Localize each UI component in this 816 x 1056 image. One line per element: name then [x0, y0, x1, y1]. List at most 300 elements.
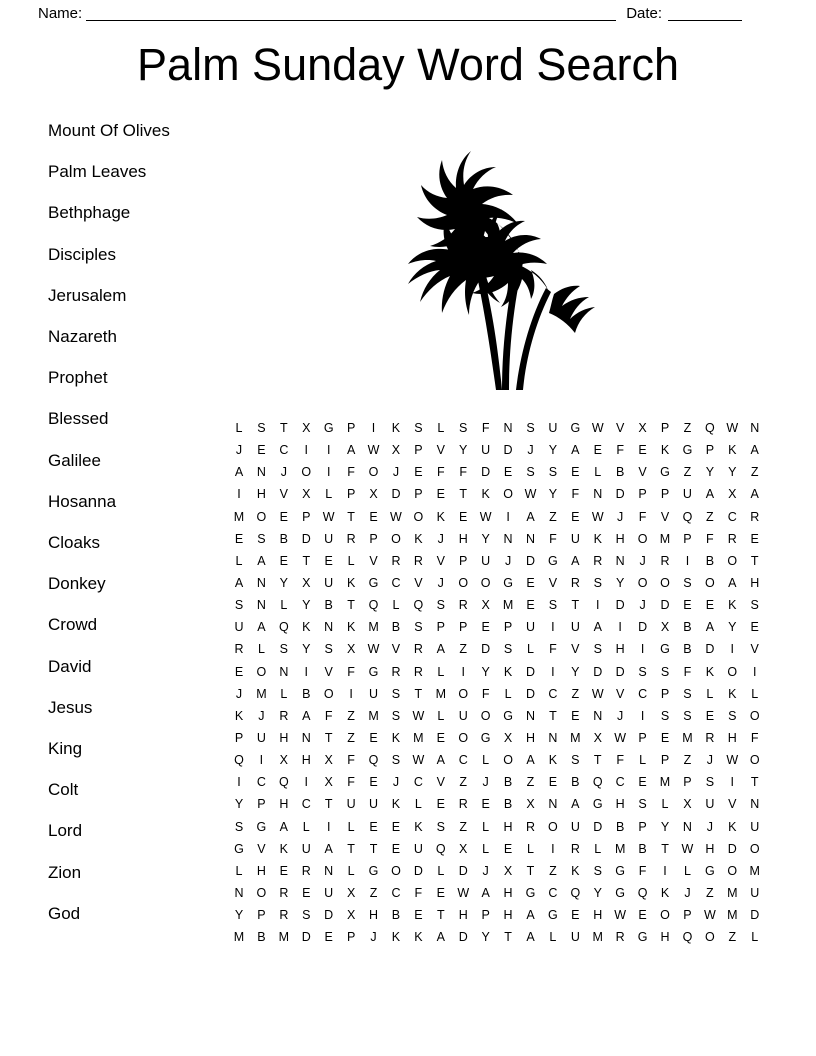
- grid-cell[interactable]: Y: [548, 443, 558, 458]
- grid-cell[interactable]: U: [458, 708, 468, 723]
- grid-cell[interactable]: B: [705, 553, 715, 568]
- grid-cell[interactable]: N: [279, 664, 289, 679]
- grid-cell[interactable]: A: [526, 930, 535, 945]
- grid-cell[interactable]: F: [347, 775, 355, 790]
- grid-cell[interactable]: E: [257, 443, 266, 458]
- grid-cell[interactable]: O: [323, 686, 334, 701]
- grid-cell[interactable]: P: [705, 443, 715, 458]
- grid-cell[interactable]: L: [437, 421, 445, 435]
- grid-cell[interactable]: C: [413, 775, 423, 790]
- grid-cell[interactable]: E: [526, 575, 535, 590]
- grid-cell[interactable]: L: [235, 863, 243, 878]
- grid-cell[interactable]: K: [705, 664, 715, 679]
- grid-cell[interactable]: S: [526, 421, 535, 435]
- grid-cell[interactable]: M: [749, 863, 760, 878]
- grid-cell[interactable]: E: [279, 553, 289, 568]
- grid-cell[interactable]: E: [436, 885, 445, 900]
- grid-cell[interactable]: E: [571, 509, 580, 524]
- grid-cell[interactable]: M: [256, 686, 267, 701]
- grid-cell[interactable]: D: [301, 930, 311, 945]
- grid-cell[interactable]: G: [480, 730, 491, 745]
- grid-cell[interactable]: A: [705, 487, 715, 502]
- grid-cell[interactable]: B: [279, 531, 289, 546]
- grid-cell[interactable]: K: [660, 885, 670, 900]
- grid-cell[interactable]: F: [549, 531, 557, 546]
- grid-cell[interactable]: E: [391, 819, 401, 834]
- grid-cell[interactable]: D: [525, 664, 535, 679]
- grid-cell[interactable]: D: [525, 686, 535, 701]
- grid-cell[interactable]: N: [324, 863, 334, 878]
- grid-cell[interactable]: F: [414, 885, 423, 900]
- grid-cell[interactable]: O: [660, 908, 670, 923]
- grid-cell[interactable]: E: [234, 664, 244, 679]
- grid-cell[interactable]: H: [705, 841, 715, 856]
- grid-cell[interactable]: T: [750, 775, 759, 790]
- grid-cell[interactable]: Q: [368, 753, 379, 768]
- grid-cell[interactable]: S: [324, 642, 333, 657]
- grid-cell[interactable]: F: [571, 487, 580, 502]
- grid-cell[interactable]: T: [661, 841, 669, 856]
- grid-cell[interactable]: Z: [459, 775, 468, 790]
- grid-cell[interactable]: S: [750, 598, 759, 613]
- grid-cell[interactable]: V: [436, 553, 445, 568]
- grid-cell[interactable]: X: [503, 730, 513, 745]
- grid-cell[interactable]: M: [727, 885, 738, 900]
- grid-cell[interactable]: Q: [368, 598, 379, 613]
- grid-cell[interactable]: P: [257, 908, 266, 923]
- grid-cell[interactable]: U: [570, 620, 580, 635]
- grid-cell[interactable]: W: [367, 443, 380, 458]
- grid-cell[interactable]: O: [458, 575, 469, 590]
- grid-cell[interactable]: K: [660, 443, 670, 458]
- grid-cell[interactable]: H: [279, 730, 289, 745]
- grid-cell[interactable]: S: [548, 465, 558, 480]
- grid-cell[interactable]: N: [682, 819, 692, 834]
- grid-cell[interactable]: G: [570, 421, 581, 435]
- grid-cell[interactable]: D: [324, 908, 334, 923]
- grid-cell[interactable]: Y: [459, 443, 468, 458]
- grid-cell[interactable]: F: [459, 465, 468, 480]
- grid-cell[interactable]: L: [347, 553, 355, 568]
- grid-cell[interactable]: N: [324, 620, 334, 635]
- grid-cell[interactable]: R: [705, 730, 715, 745]
- grid-cell[interactable]: M: [368, 620, 379, 635]
- grid-cell[interactable]: O: [368, 465, 379, 480]
- grid-cell[interactable]: B: [616, 819, 625, 834]
- grid-cell[interactable]: E: [571, 465, 580, 480]
- grid-cell[interactable]: X: [324, 753, 333, 768]
- grid-cell[interactable]: Q: [682, 509, 693, 524]
- grid-cell[interactable]: D: [660, 598, 670, 613]
- grid-cell[interactable]: W: [681, 841, 694, 856]
- grid-cell[interactable]: Z: [549, 509, 557, 524]
- grid-cell[interactable]: K: [391, 730, 401, 745]
- grid-cell[interactable]: K: [346, 575, 356, 590]
- grid-cell[interactable]: R: [570, 575, 580, 590]
- grid-cell[interactable]: R: [346, 531, 356, 546]
- grid-cell[interactable]: P: [481, 908, 490, 923]
- grid-cell[interactable]: I: [461, 664, 465, 679]
- grid-cell[interactable]: P: [234, 730, 244, 745]
- grid-cell[interactable]: D: [481, 465, 491, 480]
- grid-cell[interactable]: I: [685, 553, 690, 568]
- grid-cell[interactable]: O: [637, 531, 648, 546]
- grid-cell[interactable]: J: [706, 753, 713, 768]
- grid-cell[interactable]: V: [414, 575, 423, 590]
- grid-cell[interactable]: U: [682, 487, 692, 502]
- grid-cell[interactable]: E: [369, 509, 378, 524]
- grid-cell[interactable]: R: [279, 885, 289, 900]
- grid-cell[interactable]: V: [324, 664, 333, 679]
- grid-cell[interactable]: P: [459, 620, 468, 635]
- grid-cell[interactable]: A: [436, 753, 445, 768]
- grid-cell[interactable]: K: [728, 686, 737, 701]
- grid-cell[interactable]: E: [436, 797, 445, 812]
- grid-cell[interactable]: V: [257, 841, 266, 856]
- grid-cell[interactable]: G: [682, 443, 693, 458]
- grid-cell[interactable]: E: [593, 443, 602, 458]
- grid-cell[interactable]: I: [349, 686, 353, 701]
- grid-cell[interactable]: U: [324, 575, 334, 590]
- grid-cell[interactable]: F: [436, 465, 445, 480]
- grid-cell[interactable]: E: [503, 465, 513, 480]
- grid-cell[interactable]: Y: [481, 664, 490, 679]
- date-input-rule[interactable]: [668, 6, 742, 21]
- grid-cell[interactable]: S: [593, 575, 602, 590]
- grid-cell[interactable]: S: [593, 863, 602, 878]
- grid-cell[interactable]: G: [256, 819, 267, 834]
- grid-cell[interactable]: Z: [706, 885, 714, 900]
- grid-cell[interactable]: E: [324, 553, 333, 568]
- grid-cell[interactable]: J: [706, 819, 713, 834]
- grid-cell[interactable]: A: [436, 930, 445, 945]
- grid-cell[interactable]: H: [727, 730, 737, 745]
- grid-cell[interactable]: U: [256, 730, 266, 745]
- grid-cell[interactable]: U: [234, 620, 244, 635]
- grid-cell[interactable]: U: [481, 553, 491, 568]
- grid-cell[interactable]: E: [638, 908, 647, 923]
- grid-cell[interactable]: J: [258, 708, 265, 723]
- grid-cell[interactable]: I: [304, 443, 308, 458]
- grid-cell[interactable]: A: [705, 620, 715, 635]
- grid-cell[interactable]: V: [436, 443, 445, 458]
- grid-cell[interactable]: F: [638, 863, 647, 878]
- grid-cell[interactable]: H: [279, 797, 289, 812]
- grid-cell[interactable]: O: [704, 930, 715, 945]
- grid-cell[interactable]: D: [750, 908, 760, 923]
- grid-cell[interactable]: T: [324, 797, 333, 812]
- grid-cell[interactable]: J: [527, 443, 534, 458]
- grid-cell[interactable]: I: [551, 664, 555, 679]
- grid-cell[interactable]: A: [234, 575, 244, 590]
- grid-cell[interactable]: Y: [728, 465, 737, 480]
- grid-cell[interactable]: X: [593, 730, 602, 745]
- grid-cell[interactable]: L: [235, 553, 243, 568]
- grid-cell[interactable]: N: [503, 421, 513, 435]
- grid-cell[interactable]: I: [618, 620, 622, 635]
- grid-cell[interactable]: L: [706, 686, 714, 701]
- grid-cell[interactable]: K: [391, 930, 401, 945]
- grid-cell[interactable]: L: [482, 841, 490, 856]
- grid-cell[interactable]: Y: [234, 908, 244, 923]
- grid-cell[interactable]: K: [503, 664, 513, 679]
- grid-cell[interactable]: P: [638, 487, 647, 502]
- grid-cell[interactable]: M: [233, 509, 245, 524]
- grid-cell[interactable]: Q: [278, 620, 289, 635]
- grid-cell[interactable]: E: [548, 775, 558, 790]
- grid-cell[interactable]: G: [592, 797, 603, 812]
- grid-cell[interactable]: W: [726, 753, 739, 768]
- grid-cell[interactable]: E: [481, 797, 490, 812]
- grid-cell[interactable]: Q: [234, 753, 244, 768]
- grid-cell[interactable]: L: [347, 863, 355, 878]
- grid-cell[interactable]: W: [591, 421, 604, 435]
- grid-cell[interactable]: U: [324, 531, 334, 546]
- grid-cell[interactable]: L: [527, 841, 534, 856]
- grid-cell[interactable]: G: [323, 421, 334, 435]
- grid-cell[interactable]: Z: [571, 686, 580, 701]
- grid-cell[interactable]: T: [504, 930, 512, 945]
- grid-cell[interactable]: D: [525, 553, 535, 568]
- grid-cell[interactable]: W: [703, 908, 716, 923]
- grid-cell[interactable]: T: [459, 487, 468, 502]
- grid-cell[interactable]: W: [591, 509, 604, 524]
- grid-cell[interactable]: V: [369, 553, 378, 568]
- grid-cell[interactable]: P: [660, 753, 670, 768]
- grid-cell[interactable]: A: [526, 908, 535, 923]
- grid-cell[interactable]: C: [727, 509, 737, 524]
- grid-cell[interactable]: X: [302, 575, 311, 590]
- grid-cell[interactable]: N: [234, 885, 244, 900]
- grid-cell[interactable]: O: [749, 841, 760, 856]
- grid-cell[interactable]: T: [436, 908, 445, 923]
- grid-cell[interactable]: D: [615, 598, 625, 613]
- grid-cell[interactable]: H: [503, 885, 513, 900]
- grid-cell[interactable]: I: [551, 841, 555, 856]
- grid-cell[interactable]: E: [302, 885, 311, 900]
- grid-cell[interactable]: Q: [570, 885, 581, 900]
- grid-cell[interactable]: D: [638, 620, 648, 635]
- grid-cell[interactable]: W: [614, 730, 627, 745]
- grid-cell[interactable]: R: [413, 664, 423, 679]
- grid-cell[interactable]: B: [638, 841, 647, 856]
- grid-cell[interactable]: S: [548, 598, 558, 613]
- grid-cell[interactable]: D: [593, 664, 603, 679]
- grid-cell[interactable]: M: [413, 730, 424, 745]
- grid-cell[interactable]: L: [639, 753, 647, 768]
- grid-cell[interactable]: H: [256, 487, 266, 502]
- grid-cell[interactable]: N: [256, 598, 266, 613]
- grid-cell[interactable]: O: [548, 819, 558, 834]
- grid-cell[interactable]: S: [459, 421, 468, 435]
- grid-cell[interactable]: W: [726, 421, 739, 435]
- grid-cell[interactable]: E: [526, 598, 535, 613]
- grid-cell[interactable]: M: [435, 686, 446, 701]
- grid-cell[interactable]: O: [256, 664, 267, 679]
- grid-cell[interactable]: P: [346, 930, 356, 945]
- grid-cell[interactable]: S: [526, 465, 535, 480]
- grid-cell[interactable]: G: [548, 553, 558, 568]
- grid-cell[interactable]: S: [593, 642, 602, 657]
- grid-cell[interactable]: E: [750, 620, 759, 635]
- grid-cell[interactable]: Y: [302, 642, 311, 657]
- grid-cell[interactable]: L: [235, 421, 243, 435]
- grid-cell[interactable]: S: [683, 575, 692, 590]
- grid-cell[interactable]: C: [458, 753, 468, 768]
- grid-cell[interactable]: U: [346, 797, 356, 812]
- grid-cell[interactable]: B: [683, 620, 692, 635]
- grid-cell[interactable]: J: [639, 553, 646, 568]
- grid-cell[interactable]: A: [279, 819, 289, 834]
- grid-cell[interactable]: I: [506, 509, 510, 524]
- grid-cell[interactable]: F: [481, 686, 490, 701]
- grid-cell[interactable]: A: [571, 797, 580, 812]
- grid-cell[interactable]: F: [347, 664, 355, 679]
- grid-cell[interactable]: U: [570, 930, 580, 945]
- grid-cell[interactable]: L: [504, 686, 512, 701]
- grid-cell[interactable]: W: [479, 509, 492, 524]
- grid-cell[interactable]: F: [324, 708, 333, 723]
- grid-cell[interactable]: U: [570, 819, 580, 834]
- grid-cell[interactable]: X: [503, 863, 513, 878]
- grid-cell[interactable]: Q: [637, 885, 648, 900]
- grid-cell[interactable]: Y: [593, 885, 602, 900]
- grid-cell[interactable]: K: [571, 863, 580, 878]
- grid-cell[interactable]: X: [369, 487, 378, 502]
- grid-cell[interactable]: T: [593, 753, 602, 768]
- grid-cell[interactable]: Z: [347, 730, 355, 745]
- grid-cell[interactable]: Y: [302, 598, 311, 613]
- grid-cell[interactable]: A: [302, 708, 311, 723]
- grid-cell[interactable]: Y: [616, 575, 625, 590]
- grid-cell[interactable]: A: [571, 553, 580, 568]
- grid-cell[interactable]: M: [614, 841, 626, 856]
- grid-cell[interactable]: R: [593, 553, 603, 568]
- grid-cell[interactable]: S: [728, 708, 737, 723]
- grid-cell[interactable]: P: [660, 487, 670, 502]
- grid-cell[interactable]: X: [302, 487, 311, 502]
- grid-cell[interactable]: I: [237, 487, 241, 502]
- grid-cell[interactable]: S: [391, 686, 401, 701]
- grid-cell[interactable]: E: [481, 620, 490, 635]
- grid-cell[interactable]: C: [638, 686, 648, 701]
- grid-cell[interactable]: V: [638, 465, 647, 480]
- grid-cell[interactable]: E: [571, 708, 580, 723]
- grid-cell[interactable]: K: [481, 487, 490, 502]
- grid-cell[interactable]: K: [414, 819, 423, 834]
- grid-cell[interactable]: M: [682, 730, 693, 745]
- grid-cell[interactable]: N: [525, 531, 535, 546]
- grid-cell[interactable]: N: [615, 553, 625, 568]
- grid-cell[interactable]: Y: [481, 531, 490, 546]
- grid-cell[interactable]: W: [367, 642, 380, 657]
- grid-cell[interactable]: L: [437, 863, 445, 878]
- grid-cell[interactable]: Z: [683, 753, 692, 768]
- grid-cell[interactable]: X: [279, 753, 289, 768]
- grid-cell[interactable]: K: [436, 509, 445, 524]
- grid-cell[interactable]: W: [614, 908, 627, 923]
- grid-cell[interactable]: L: [482, 753, 490, 768]
- grid-cell[interactable]: J: [437, 531, 444, 546]
- grid-cell[interactable]: X: [346, 642, 356, 657]
- grid-cell[interactable]: C: [548, 885, 558, 900]
- grid-cell[interactable]: B: [683, 642, 692, 657]
- grid-cell[interactable]: K: [391, 421, 401, 435]
- grid-cell[interactable]: M: [659, 531, 671, 546]
- grid-cell[interactable]: P: [369, 531, 378, 546]
- grid-cell[interactable]: I: [259, 753, 264, 768]
- grid-cell[interactable]: A: [324, 841, 333, 856]
- grid-cell[interactable]: E: [660, 730, 670, 745]
- grid-cell[interactable]: R: [279, 708, 289, 723]
- grid-cell[interactable]: D: [301, 531, 311, 546]
- grid-cell[interactable]: V: [548, 575, 558, 590]
- grid-cell[interactable]: E: [369, 730, 378, 745]
- grid-cell[interactable]: Y: [571, 664, 580, 679]
- grid-cell[interactable]: N: [750, 421, 760, 435]
- grid-cell[interactable]: C: [301, 797, 311, 812]
- grid-cell[interactable]: I: [596, 598, 600, 613]
- grid-cell[interactable]: O: [458, 730, 469, 745]
- grid-cell[interactable]: Z: [526, 775, 535, 790]
- grid-cell[interactable]: L: [661, 797, 669, 812]
- grid-cell[interactable]: Q: [592, 775, 603, 790]
- grid-cell[interactable]: Z: [369, 885, 378, 900]
- grid-cell[interactable]: Q: [435, 841, 446, 856]
- grid-cell[interactable]: Z: [459, 642, 468, 657]
- grid-cell[interactable]: F: [638, 509, 647, 524]
- grid-cell[interactable]: R: [234, 642, 244, 657]
- grid-cell[interactable]: W: [412, 708, 425, 723]
- grid-cell[interactable]: V: [571, 642, 580, 657]
- grid-cell[interactable]: U: [324, 885, 334, 900]
- grid-cell[interactable]: A: [481, 885, 490, 900]
- grid-cell[interactable]: V: [616, 686, 625, 701]
- grid-cell[interactable]: D: [727, 841, 737, 856]
- grid-cell[interactable]: U: [301, 841, 311, 856]
- grid-cell[interactable]: E: [503, 841, 513, 856]
- grid-cell[interactable]: E: [414, 465, 423, 480]
- grid-cell[interactable]: L: [280, 686, 288, 701]
- grid-cell[interactable]: K: [302, 620, 311, 635]
- grid-cell[interactable]: Q: [413, 598, 424, 613]
- grid-cell[interactable]: Q: [278, 775, 289, 790]
- grid-cell[interactable]: H: [615, 531, 625, 546]
- grid-cell[interactable]: O: [391, 863, 401, 878]
- grid-cell[interactable]: P: [638, 730, 647, 745]
- grid-cell[interactable]: N: [593, 708, 603, 723]
- grid-cell[interactable]: T: [347, 598, 355, 613]
- grid-cell[interactable]: P: [503, 620, 513, 635]
- grid-cell[interactable]: T: [302, 553, 311, 568]
- grid-cell[interactable]: L: [257, 642, 265, 657]
- grid-cell[interactable]: U: [570, 531, 580, 546]
- grid-cell[interactable]: O: [749, 708, 760, 723]
- grid-cell[interactable]: D: [458, 930, 468, 945]
- grid-cell[interactable]: T: [750, 553, 759, 568]
- grid-cell[interactable]: P: [346, 487, 356, 502]
- grid-cell[interactable]: Z: [549, 863, 557, 878]
- grid-cell[interactable]: J: [280, 465, 287, 480]
- grid-cell[interactable]: H: [503, 819, 513, 834]
- grid-cell[interactable]: R: [391, 553, 401, 568]
- grid-cell[interactable]: O: [660, 575, 670, 590]
- grid-cell[interactable]: L: [527, 642, 534, 657]
- grid-cell[interactable]: T: [324, 730, 333, 745]
- grid-cell[interactable]: N: [256, 575, 266, 590]
- grid-cell[interactable]: K: [728, 443, 737, 458]
- grid-cell[interactable]: J: [504, 553, 512, 568]
